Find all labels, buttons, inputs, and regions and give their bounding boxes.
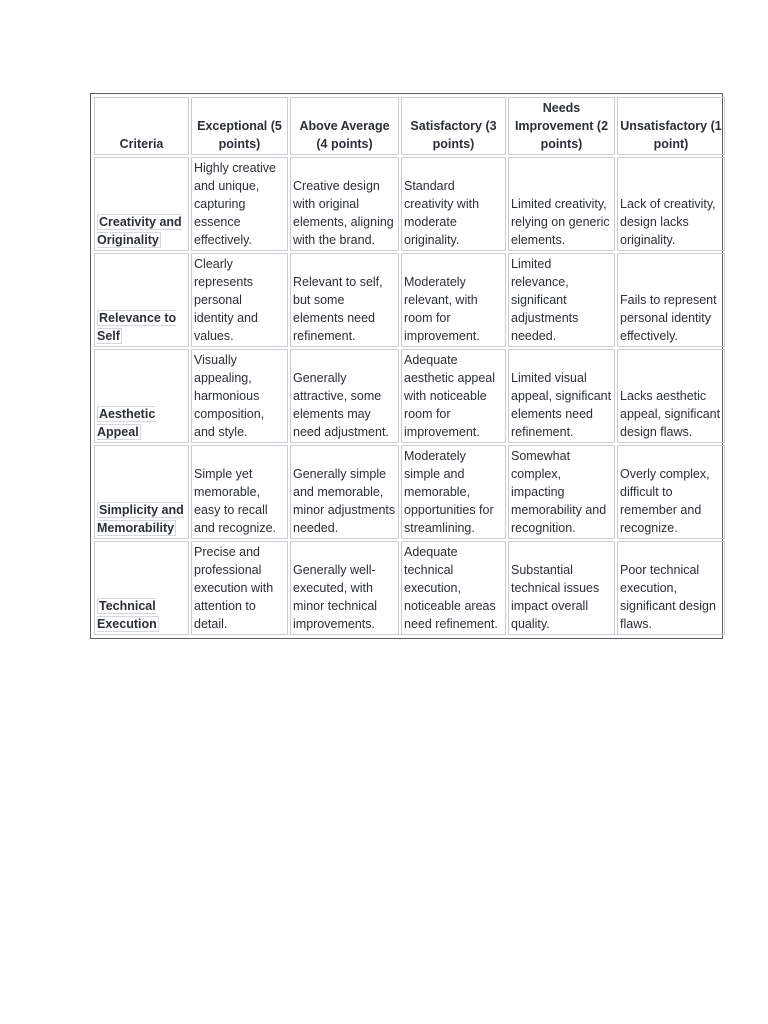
cell-satisfactory: Moderately relevant, with room for improvement. (401, 253, 506, 347)
table-row (94, 349, 725, 443)
cell-unsatisfactory: Lack of creativity, design lacks originality. (617, 157, 725, 251)
row-criterion (94, 541, 189, 635)
cell-above-average: Creative design with original elements, aligning with the brand. (290, 157, 399, 251)
header-unsatisfactory: Unsatisfactory (1 point) (617, 97, 725, 155)
cell-exceptional: Simple yet memorable, easy to recall and recognize. (191, 445, 288, 539)
criterion-label: Technical Execution (97, 599, 157, 631)
header-needs-improvement: Needs Improvement (2 points) (508, 97, 615, 155)
cell-exceptional: Highly creative and unique, capturing essence effectively. (191, 157, 288, 251)
rubric-table-container (90, 93, 723, 639)
row-criterion (94, 157, 189, 251)
cell-needs-improvement: Substantial technical issues impact overall quality. (508, 541, 615, 635)
cell-needs-improvement: Limited creativity, relying on generic elements. (508, 157, 615, 251)
cell-above-average: Generally simple and memorable, minor adjustments needed. (290, 445, 399, 539)
cell-satisfactory: Moderately simple and memorable, opportunities for streamlining. (401, 445, 506, 539)
rubric-table (92, 95, 727, 637)
table-row (94, 541, 725, 635)
cell-needs-improvement: Somewhat complex, impacting memorability and recognition. (508, 445, 615, 539)
cell-satisfactory: Adequate technical execution, noticeable areas need refinement. (401, 541, 506, 635)
header-exceptional: Exceptional (5 points) (191, 97, 288, 155)
cell-unsatisfactory: Lacks aesthetic appeal, significant design flaws. (617, 349, 725, 443)
cell-above-average: Generally attractive, some elements may need adjustment. (290, 349, 399, 443)
table-row (94, 445, 725, 539)
cell-needs-improvement: Limited visual appeal, significant elements need refinement. (508, 349, 615, 443)
cell-above-average: Relevant to self, but some elements need refinement. (290, 253, 399, 347)
criterion-label: Creativity and Originality (97, 215, 182, 247)
cell-unsatisfactory: Fails to represent personal identity effectively. (617, 253, 725, 347)
criterion-label: Relevance to Self (97, 311, 177, 343)
cell-unsatisfactory: Poor technical execution, significant design flaws. (617, 541, 725, 635)
row-criterion (94, 253, 189, 347)
row-criterion (94, 349, 189, 443)
cell-above-average: Generally well-executed, with minor technical improvements. (290, 541, 399, 635)
cell-satisfactory: Adequate aesthetic appeal with noticeable room for improvement. (401, 349, 506, 443)
cell-satisfactory: Standard creativity with moderate originality. (401, 157, 506, 251)
cell-exceptional: Precise and professional execution with attention to detail. (191, 541, 288, 635)
table-row (94, 157, 725, 251)
criterion-label: Aesthetic Appeal (97, 407, 156, 439)
header-satisfactory: Satisfactory (3 points) (401, 97, 506, 155)
criterion-label: Simplicity and Memorability (97, 503, 184, 535)
header-criteria: Criteria (94, 97, 189, 155)
row-criterion (94, 445, 189, 539)
cell-needs-improvement: Limited relevance, significant adjustments needed. (508, 253, 615, 347)
header-above-average: Above Average (4 points) (290, 97, 399, 155)
cell-exceptional: Clearly represents personal identity and values. (191, 253, 288, 347)
cell-unsatisfactory: Overly complex, difficult to remember and recognize. (617, 445, 725, 539)
cell-exceptional: Visually appealing, harmonious composition, and style. (191, 349, 288, 443)
table-header-row (94, 97, 725, 155)
table-row (94, 253, 725, 347)
